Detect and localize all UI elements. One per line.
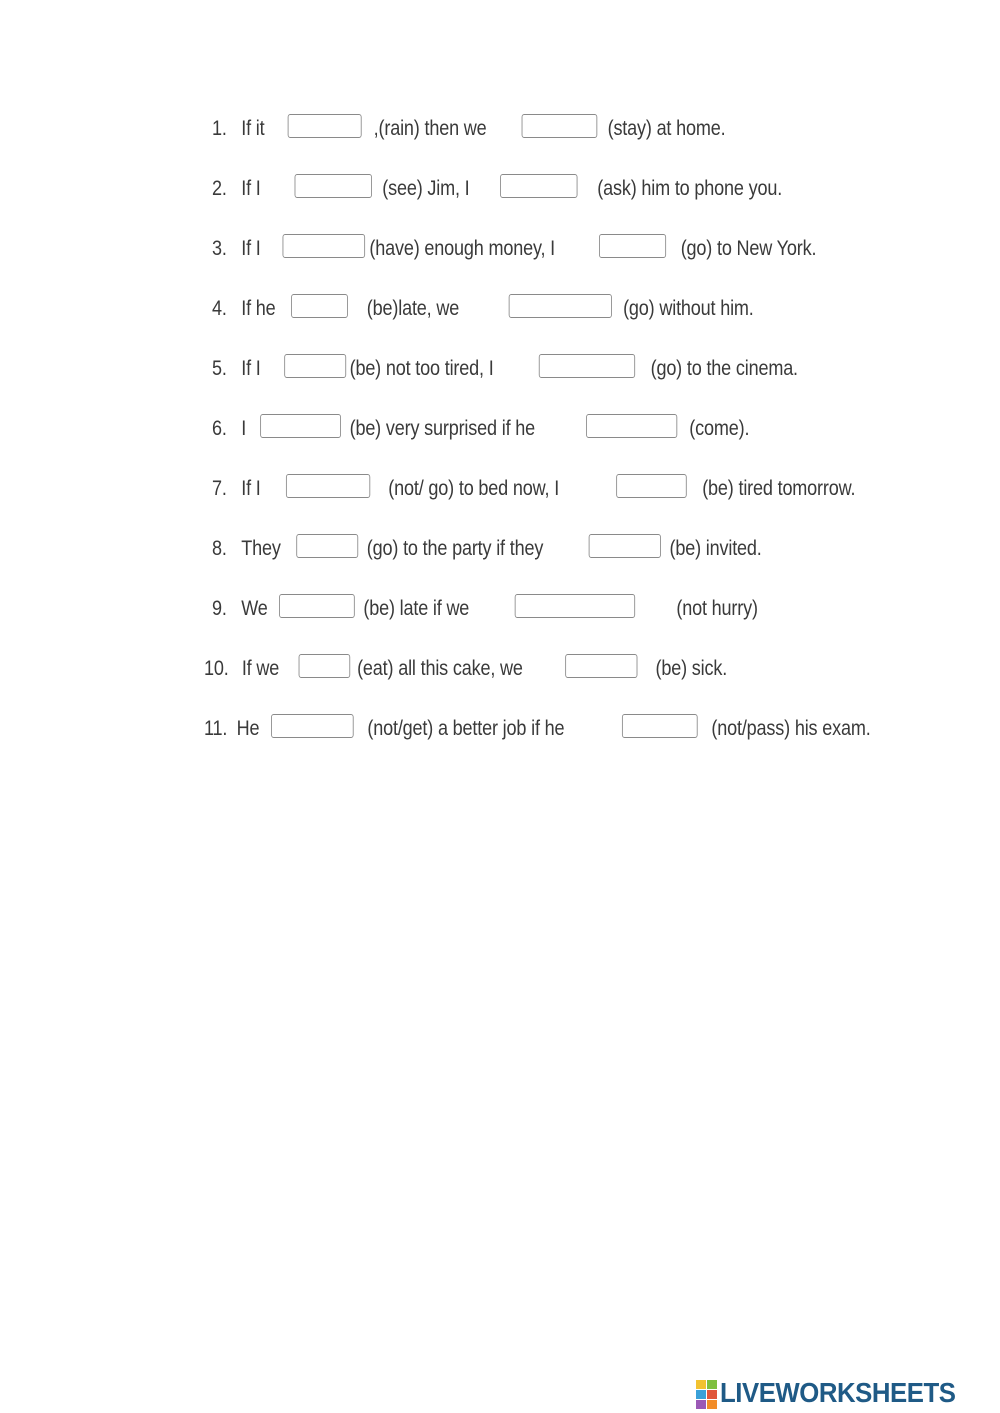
answer-input[interactable]	[271, 714, 354, 738]
sentence-text: (go) without him.	[623, 297, 754, 320]
item-number: 4.	[212, 297, 227, 320]
answer-input[interactable]	[260, 414, 341, 438]
sentence-text: If I	[241, 477, 261, 500]
answer-input[interactable]	[565, 654, 637, 678]
sentence-text: They	[241, 537, 281, 560]
item-number: 5.	[212, 357, 227, 380]
item-number: 7.	[212, 477, 227, 500]
answer-input[interactable]	[291, 294, 348, 318]
answer-input[interactable]	[515, 594, 635, 618]
sentence-text: He	[236, 717, 260, 740]
item-number: 11.	[204, 717, 228, 740]
answer-input[interactable]	[283, 234, 366, 258]
answer-input[interactable]	[539, 354, 635, 378]
answer-input[interactable]	[279, 594, 355, 618]
item-number: 1.	[212, 117, 227, 140]
item-number: 9.	[212, 597, 227, 620]
sentence-text: (be) not too tired, I	[349, 357, 494, 380]
sentence-text: (be) very surprised if he	[349, 417, 536, 440]
answer-input[interactable]	[286, 474, 370, 498]
sentence-text: (be) sick.	[655, 657, 728, 680]
answer-input[interactable]	[616, 474, 687, 498]
sentence-text: (go) to the party if they	[366, 537, 544, 560]
sentence-text: If I	[241, 177, 261, 200]
sentence-text: (go) to New York.	[680, 237, 817, 260]
answer-input[interactable]	[599, 234, 666, 258]
sentence-text: (not/ go) to bed now, I	[388, 477, 560, 500]
answer-input[interactable]	[299, 654, 351, 678]
answer-input[interactable]	[288, 114, 362, 138]
answer-input[interactable]	[622, 714, 698, 738]
sentence-text: (eat) all this cake, we	[357, 657, 523, 680]
logo-text: LIVEWORKSHEETS	[720, 1377, 956, 1408]
sentence-text: If I	[241, 357, 261, 380]
answer-input[interactable]	[589, 534, 661, 558]
sentence-text: (come).	[689, 417, 750, 440]
sentence-text: I	[241, 417, 247, 440]
sentence-text: If I	[241, 237, 261, 260]
answer-input[interactable]	[296, 534, 358, 558]
sentence-text: If it	[241, 117, 265, 140]
sentence-text: (see) Jim, I	[382, 177, 470, 200]
sentence-text: (not/pass) his exam.	[711, 717, 871, 740]
item-number: 6.	[212, 417, 227, 440]
sentence-text: (ask) him to phone you.	[597, 177, 783, 200]
sentence-text: (be) late if we	[363, 597, 470, 620]
sentence-text: We	[241, 597, 268, 620]
logo-icon	[696, 1380, 718, 1408]
sentence-text: If we	[241, 657, 280, 680]
sentence-text: (be) invited.	[669, 537, 762, 560]
sentence-text: (go) to the cinema.	[650, 357, 798, 380]
answer-input[interactable]	[522, 114, 598, 138]
sentence-text: If he	[241, 297, 276, 320]
answer-input[interactable]	[586, 414, 677, 438]
answer-input[interactable]	[284, 354, 346, 378]
item-number: 3.	[212, 237, 227, 260]
sentence-text: (have) enough money, I	[369, 237, 556, 260]
sentence-text: (not/get) a better job if he	[367, 717, 565, 740]
item-number: 2.	[212, 177, 227, 200]
answer-input[interactable]	[295, 174, 372, 198]
answer-input[interactable]	[509, 294, 612, 318]
answer-input[interactable]	[500, 174, 577, 198]
sentence-text: ,(rain) then we	[373, 117, 487, 140]
sentence-text: (stay) at home.	[607, 117, 726, 140]
sentence-text: (be)late, we	[366, 297, 460, 320]
item-number: 10.	[204, 657, 229, 680]
item-number: 8.	[212, 537, 227, 560]
sentence-text: (not hurry)	[676, 597, 758, 620]
sentence-text: (be) tired tomorrow.	[702, 477, 856, 500]
